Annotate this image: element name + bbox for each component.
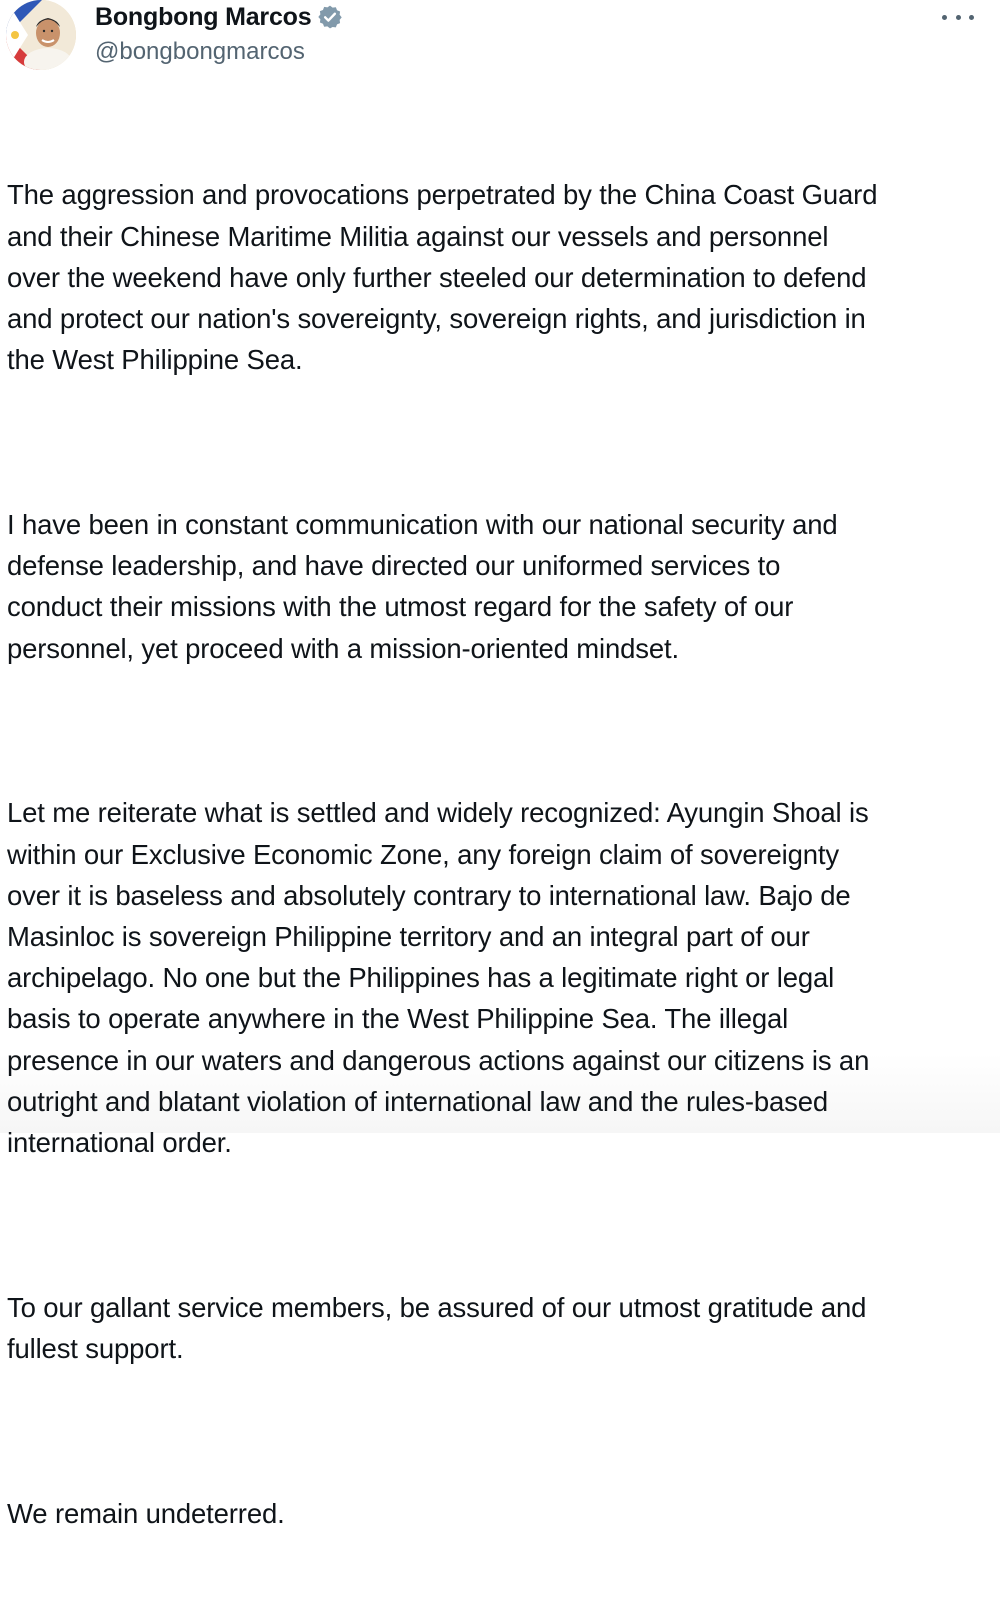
tweet-paragraph-1: The aggression and provocations perpetrated by the China Coast Guard and their Chinese Maritime Militia against our vessels and personnel over the weekend have only further steeled our determination to defend and protect our nation's sovereignty, sovereign rights, and jurisdiction in the West Philippine Sea. (7, 179, 878, 376)
dot (969, 15, 974, 20)
more-options-icon[interactable] (942, 6, 974, 28)
avatar[interactable] (6, 0, 76, 70)
tweet-paragraph-5: We remain undeterred. (7, 1497, 285, 1529)
author-identity[interactable] (95, 2, 343, 66)
dot (942, 15, 947, 20)
tweet-paragraph-4: To our gallant service members, be assured of our utmost gratitude and fullest support. (7, 1291, 867, 1365)
avatar-image (6, 0, 76, 70)
verified-badge-icon[interactable] (317, 4, 343, 30)
tweet-header (0, 0, 1000, 82)
author-display-name[interactable]: Bongbong Marcos (95, 2, 312, 31)
name-row (95, 2, 343, 32)
tweet-text (7, 92, 992, 1616)
tweet-paragraph-2: I have been in constant communication with our national security and defense leadership, and have directed our uniformed services to conduct their missions with the utmost regard for the safety of our personnel, yet proceed with a mission-oriented mindset. (7, 509, 838, 664)
dot (956, 15, 961, 20)
tweet-paragraph-3: Let me reiterate what is settled and widely recognized: Ayungin Shoal is within our Exclusive Economic Zone, any foreign claim of sovereignty over it is baseless and absolutely contrary to international law. Bajo de Masinloc is sovereign Philippine territory and an integral part of our archipelago. No one but the Philippines has a legitimate right or legal basis to operate anywhere in the West Philippine Sea. The illegal presence in our waters and dangerous actions against our citizens is an outright and blatant violation of international law and the rules-based international order. (7, 797, 870, 1159)
author-handle[interactable]: @bongbongmarcos (95, 38, 305, 65)
